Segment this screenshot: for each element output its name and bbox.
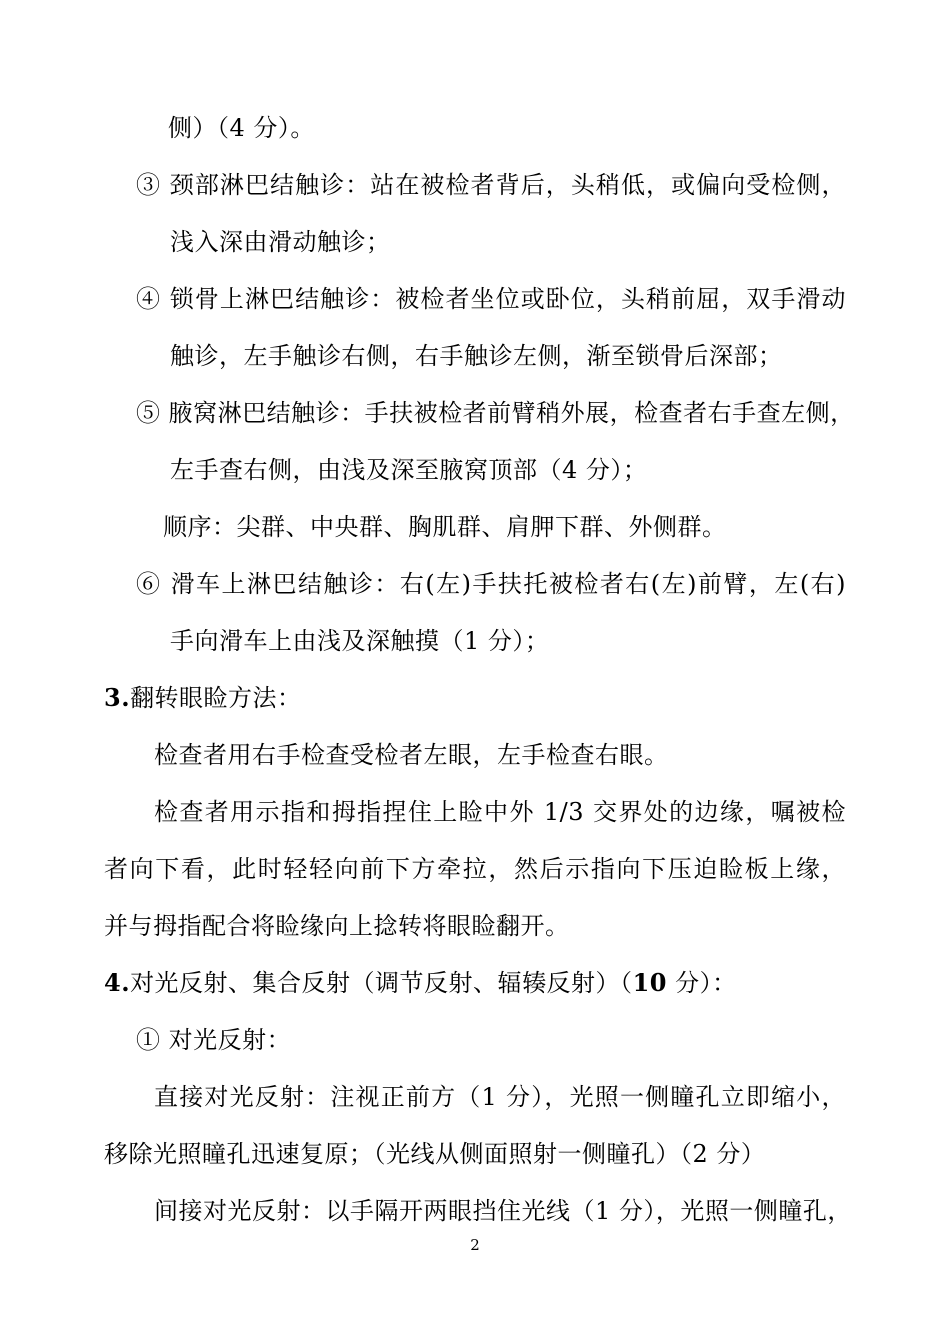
text-line: 间接对光反射：以手隔开两眼挡住光线（1 分），光照一侧瞳孔， [154, 1197, 852, 1225]
text-line: 侧）（4 分）。 [168, 114, 315, 142]
text-line: 直接对光反射：注视正前方（1 分），光照一侧瞳孔立即缩小， [154, 1083, 846, 1111]
section-title: 翻转眼睑方法： [130, 684, 302, 712]
text-line: 手向滑车上由浅及深触摸（1 分）； [170, 627, 550, 655]
text-line: 左手查右侧，由浅及深至腋窝顶部（4 分）； [170, 456, 648, 484]
text-line: 浅入深由滑动触诊； [170, 228, 391, 256]
page-number: 2 [470, 1236, 480, 1254]
text-line: 检查者用示指和拇指捏住上睑中外 1/3 交界处的边缘，嘱被检 [154, 798, 846, 826]
section-heading-4 [104, 968, 737, 998]
text-line: ③ 颈部淋巴结触诊：站在被检者背后，头稍低，或偏向受检侧， [136, 171, 846, 199]
text-line: ⑥ 滑车上淋巴结触诊：右(左)手扶托被检者右(左)前臂，左(右) [136, 570, 846, 598]
text-line: 者向下看，此时轻轻向前下方牵拉，然后示指向下压迫睑板上缘， [104, 855, 846, 883]
section-score: 10 [632, 968, 667, 997]
section-title: 对光反射、集合反射（调节反射、辐辏反射）（ [130, 969, 633, 997]
text-line: 移除光照瞳孔迅速复原；（光线从侧面照射一侧瞳孔）（2 分） [104, 1140, 766, 1168]
section-title-end: 分）： [666, 969, 737, 997]
section-number: 3. [104, 683, 131, 712]
section-heading-3 [104, 683, 302, 713]
text-line: 触诊，左手触诊右侧，右手触诊左侧，渐至锁骨后深部； [170, 342, 783, 370]
text-line: ④ 锁骨上淋巴结触诊：被检者坐位或卧位，头稍前屈，双手滑动 [136, 285, 846, 313]
section-number: 4. [104, 968, 131, 997]
text-line: ① 对光反射： [136, 1026, 292, 1054]
text-line: 并与拇指配合将睑缘向上捻转将眼睑翻开。 [104, 912, 570, 940]
text-line: 检查者用右手检查受检者左眼，左手检查右眼。 [154, 741, 669, 769]
text-line: 顺序：尖群、中央群、胸肌群、肩胛下群、外侧群。 [163, 513, 727, 541]
text-line: ⑤ 腋窝淋巴结触诊：手扶被检者前臂稍外展，检查者右手查左侧， [136, 399, 855, 427]
